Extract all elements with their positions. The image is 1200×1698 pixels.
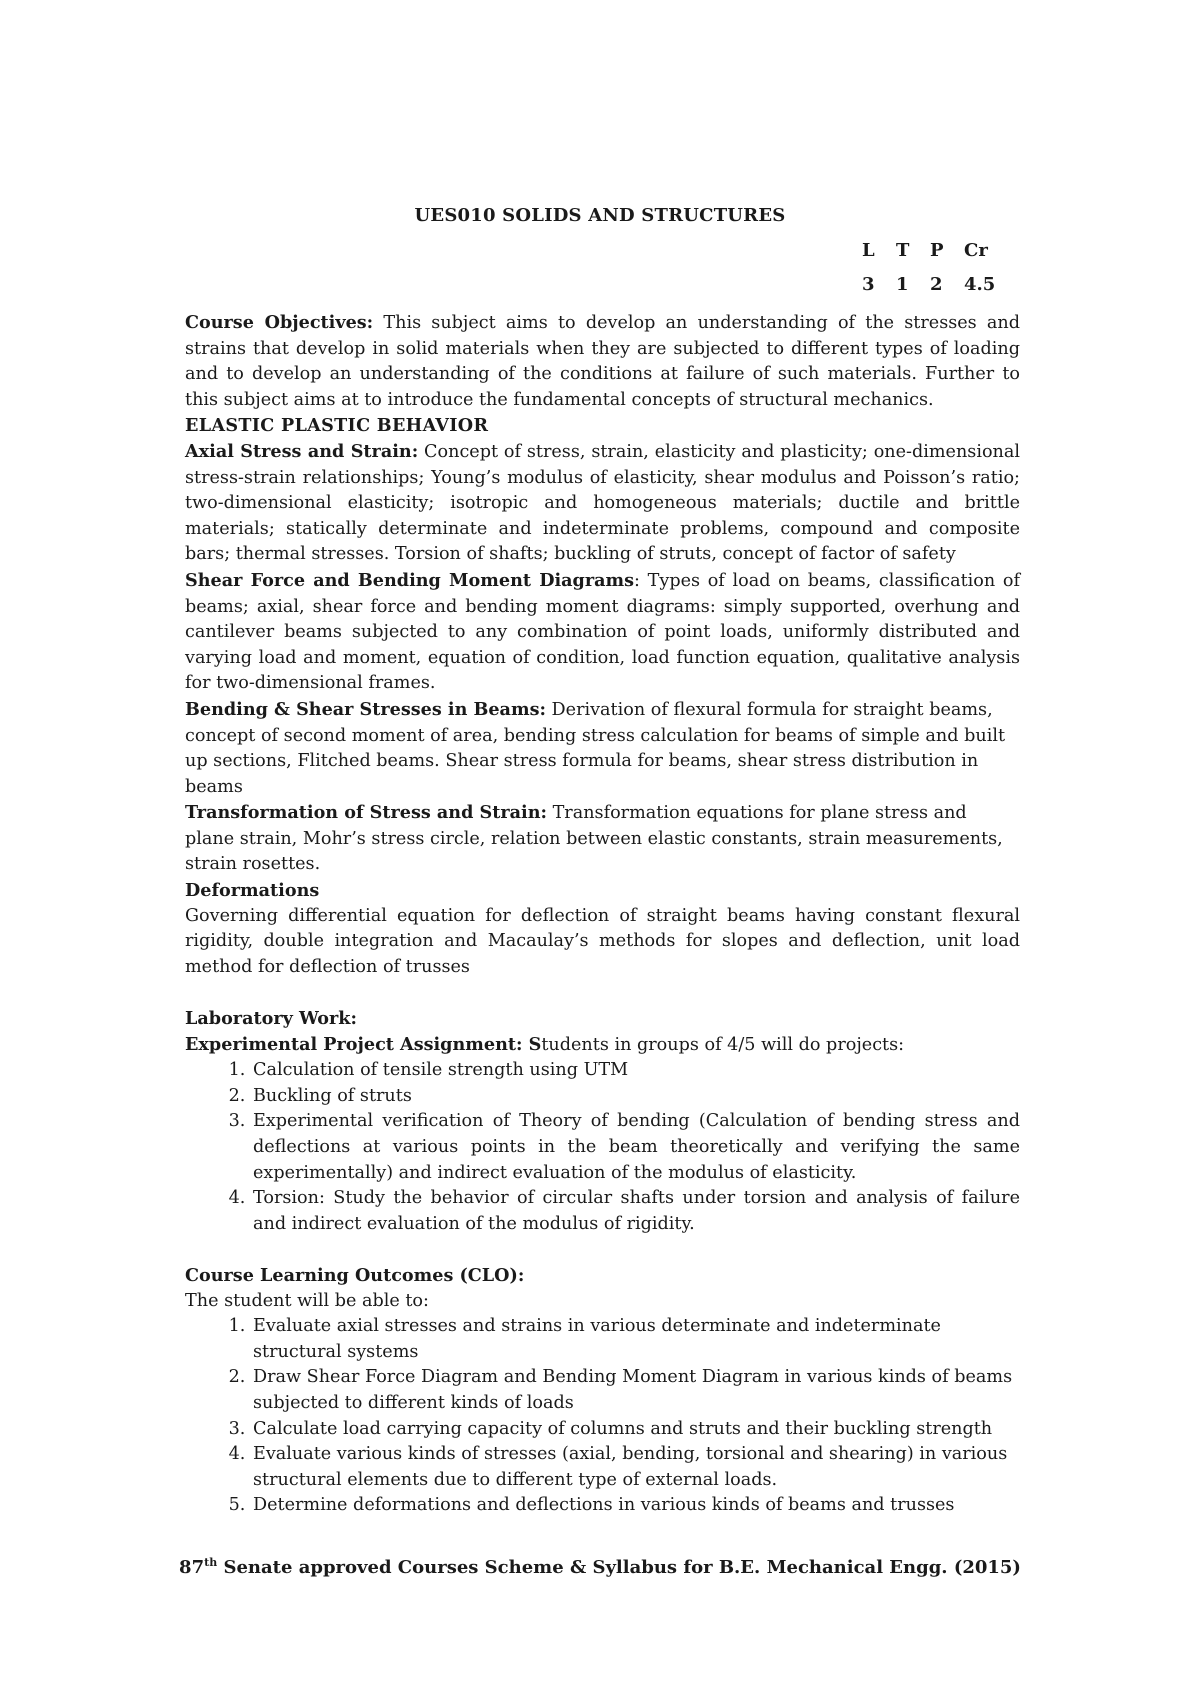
topic-text: Derivation of flexural formula for straight beams, concept of second moment of area, bending stress calculation for beams of simple and built up sections, Flitched beams. Shear stress formula for beams, shear stress distribution in beams — [185, 699, 1006, 797]
topic-label: Transformation of Stress and Strain: — [185, 802, 547, 824]
syllabus-body — [185, 310, 1020, 1519]
list-item: 1. Evaluate axial stresses and strains in various determinate and indeterminate structural systems — [251, 1314, 1020, 1365]
laboratory-list — [185, 1058, 1020, 1237]
ltpc-header-l: L — [862, 240, 875, 261]
course-objectives-label: Course Objectives: — [185, 312, 374, 333]
assignment-label: Experimental Project Assignment: S — [185, 1033, 542, 1055]
topic-label: Bending & Shear Stresses in Beams: — [185, 698, 546, 720]
course-objectives-text: This subject aims to develop an understanding of the stresses and strains that develop in solid materials when they are subjected to different types of loading and to develop an understanding of the conditions at failure of such materials. Further to this subject aims at to introduce the fundamental concepts of structural mechanics. — [185, 313, 1020, 410]
deformations-text: Governing differential equation for deflection of straight beams having constant flexural rigidity, double integration and Macaulay’s methods for slopes and deflection, unit load method for deflection of trusses — [185, 905, 1020, 977]
list-item: 1. Calculation of tensile strength using UTM — [251, 1058, 1020, 1084]
ltpc-value-p: 2 — [930, 274, 943, 295]
list-item: 4. Evaluate various kinds of stresses (axial, bending, torsional and shearing) in various structural elements due to different type of external loads. — [251, 1442, 1020, 1493]
ltpc-value-l: 3 — [862, 274, 875, 295]
ltpc-header-t: T — [896, 240, 910, 261]
topic-axial-stress — [185, 439, 1020, 568]
list-item: 4. Torsion: Study the behavior of circular shafts under torsion and analysis of failure and indirect evaluation of the modulus of rigidity. — [251, 1186, 1020, 1237]
topic-bending-shear — [185, 697, 1020, 800]
footer-text: Senate approved Courses Scheme & Syllabus for B.E. Mechanical Engg. (2015) — [217, 1557, 1021, 1578]
clo-intro: The student will be able to: — [185, 1290, 429, 1311]
ltpc-value-cr: 4.5 — [964, 274, 996, 295]
clo-heading: Course Learning Outcomes (CLO): — [185, 1264, 525, 1286]
topic-label: Shear Force and Bending Moment Diagrams — [185, 569, 635, 591]
clo-list — [185, 1314, 1020, 1519]
page-footer — [0, 1556, 1200, 1578]
topic-label: Axial Stress and Strain: — [185, 440, 419, 462]
section-heading: ELASTIC PLASTIC BEHAVIOR — [185, 415, 489, 437]
ltpc-header-p: P — [930, 240, 944, 261]
list-item: 3. Calculate load carrying capacity of columns and struts and their buckling strength — [251, 1417, 1020, 1443]
topic-text: Transformation equations for plane stress and plane strain, Mohr’s stress circle, relation between elastic constants, strain measurements, strain rosettes. — [185, 803, 1003, 875]
footer-number: 87 — [179, 1557, 205, 1578]
topic-transformation — [185, 800, 1020, 878]
course-title: UES010 SOLIDS AND STRUCTURES — [414, 205, 786, 226]
ltpc-header-cr: Cr — [964, 240, 988, 261]
laboratory-assignment — [185, 1032, 1020, 1059]
course-objectives — [185, 310, 1020, 413]
list-item: 2. Draw Shear Force Diagram and Bending Moment Diagram in various kinds of beams subjected to different kinds of loads — [251, 1365, 1020, 1416]
list-item: 5. Determine deformations and deflections in various kinds of beams and trusses — [251, 1493, 1020, 1519]
spacer — [185, 1237, 1020, 1263]
footer-superscript: th — [204, 1556, 218, 1569]
topic-sfd-bmd — [185, 568, 1020, 697]
topic-text: Concept of stress, strain, elasticity and plasticity; one-dimensional stress-strain relationships; Young’s modulus of elasticity, shear modulus and Poisson’s ratio; two-dimensional elasticity; isotropic and homogeneous materials; ductile and brittle materials; statically determinate and indeterminate problems, compound and composite bars; thermal stresses. Torsion of shafts; buckling of struts, concept of factor of safety — [185, 441, 1020, 565]
list-item: 2. Buckling of struts — [251, 1084, 1020, 1110]
spacer — [185, 980, 1020, 1006]
topic-text: : Types of load on beams, classification of beams; axial, shear force and bending moment diagrams: simply supported, overhung and cantilever beams subjected to any combination of point loads, uniformly distributed and varying load and moment, equation of condition, load function equation, qualitative analysis for two-dimensional frames. — [185, 570, 1020, 694]
laboratory-heading: Laboratory Work: — [185, 1008, 357, 1030]
assignment-text: tudents in groups of 4/5 will do projects: — [541, 1034, 905, 1055]
list-item: 3. Experimental verification of Theory of bending (Calculation of bending stress and deflections at various points in the beam theoretically and verifying the same experimentally) and indirect evaluation of the modulus of elasticity. — [251, 1109, 1020, 1186]
ltpc-value-t: 1 — [896, 274, 909, 295]
deformations-heading: Deformations — [185, 880, 320, 902]
